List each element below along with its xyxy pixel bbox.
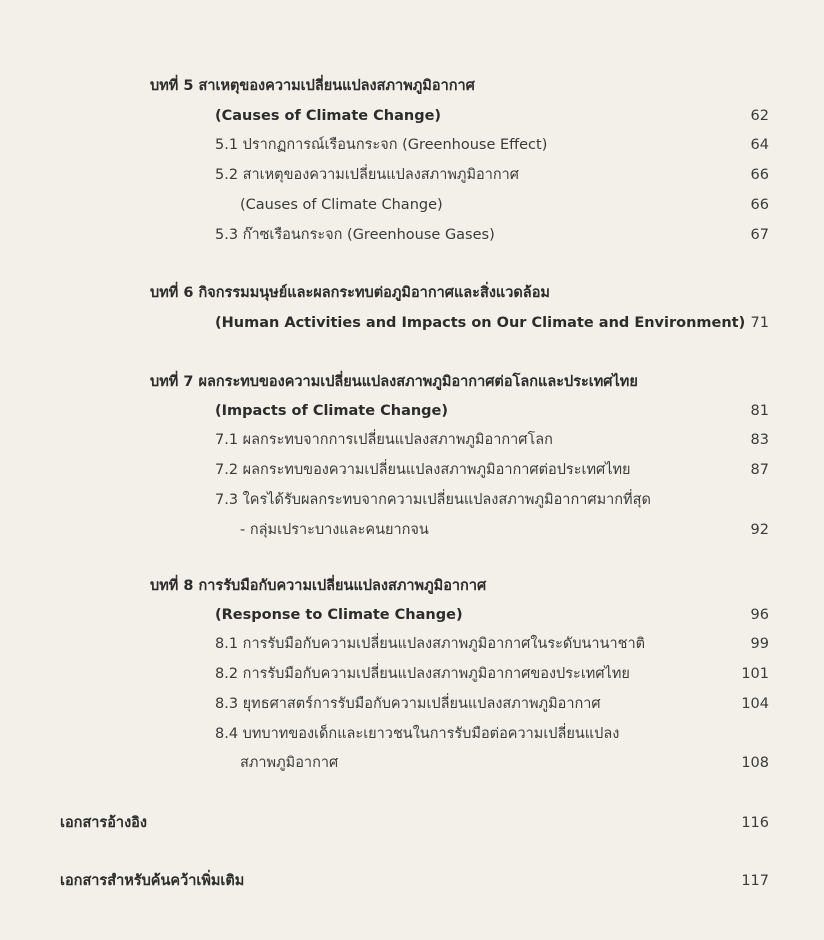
toc-entry-5-3: 5.3 ก๊าซเรือนกระจก (Greenhouse Gases) — [215, 227, 495, 243]
toc-entry-8-2-page: 101 — [741, 666, 769, 682]
toc-entry-7-1: 7.1 ผลกระทบจากการเปลี่ยนแปลงสภาพภูมิอากาศโลก — [215, 432, 553, 448]
further-reading-page: 117 — [741, 873, 769, 889]
toc-entry-7-2: 7.2 ผลกระทบของความเปลี่ยนแปลงสภาพภูมิอากาศต่อประเทศไทย — [215, 462, 631, 478]
toc-entry-5-1: 5.1 ปรากฏการณ์เรือนกระจก (Greenhouse Effect) — [215, 137, 548, 153]
toc-entry-5-1-page: 64 — [750, 137, 769, 153]
toc-entry-8-2: 8.2 การรับมือกับความเปลี่ยนแปลงสภาพภูมิอากาศของประเทศไทย — [215, 666, 630, 682]
toc-entry-7-1-page: 83 — [750, 432, 769, 448]
toc-entry-7-3: 7.3 ใครได้รับผลกระทบจากความเปลี่ยนแปลงสภาพภูมิอากาศมากที่สุด — [215, 492, 651, 508]
toc-entry-7-3-cont: - กลุ่มเปราะบางและคนยากจน — [240, 522, 429, 538]
chapter-6-page: 71 — [750, 315, 769, 331]
chapter-5-subtitle: (Causes of Climate Change) — [215, 108, 442, 124]
chapter-5-page: 62 — [750, 108, 769, 124]
toc-entry-8-1: 8.1 การรับมือกับความเปลี่ยนแปลงสภาพภูมิอากาศในระดับนานาชาติ — [215, 636, 646, 652]
toc-entry-7-3-page: 92 — [750, 522, 769, 538]
toc-entry-8-3: 8.3 ยุทธศาสตร์การรับมือกับความเปลี่ยนแปลงสภาพภูมิอากาศ — [215, 696, 601, 712]
chapter-8-page: 96 — [750, 607, 769, 623]
chapter-8-subtitle: (Response to Climate Change) — [215, 607, 463, 623]
references-heading: เอกสารอ้างอิง — [60, 815, 147, 831]
toc-entry-8-4: 8.4 บทบาทของเด็กและเยาวชนในการรับมือต่อความเปลี่ยนแปลง — [215, 726, 620, 742]
toc-entry-5-3-page: 67 — [750, 227, 769, 243]
toc-entry-7-2-page: 87 — [750, 462, 769, 478]
toc-entry-5-2-page: 66 — [750, 167, 769, 183]
toc-entry-8-4-cont: สภาพภูมิอากาศ — [240, 755, 339, 771]
chapter-6-heading: บทที่ 6 กิจกรรมมนุษย์และผลกระทบต่อภูมิอากาศและสิ่งแวดล้อม — [150, 285, 550, 301]
references-page: 116 — [741, 815, 769, 831]
toc-entry-5-2: 5.2 สาเหตุของความเปลี่ยนแปลงสภาพภูมิอากาศ — [215, 167, 520, 183]
further-reading-heading: เอกสารสำหรับค้นคว้าเพิ่มเติม — [60, 873, 245, 889]
toc-entry-5-2-cont: (Causes of Climate Change) — [240, 197, 443, 213]
chapter-7-heading: บทที่ 7 ผลกระทบของความเปลี่ยนแปลงสภาพภูมิอากาศต่อโลกและประเทศไทย — [150, 374, 638, 390]
chapter-5-heading: บทที่ 5 สาเหตุของความเปลี่ยนแปลงสภาพภูมิอากาศ — [150, 78, 475, 94]
toc-entry-8-1-page: 99 — [750, 636, 769, 652]
chapter-8-heading: บทที่ 8 การรับมือกับความเปลี่ยนแปลงสภาพภูมิอากาศ — [150, 578, 487, 594]
toc-entry-5-2-cont-page: 66 — [750, 197, 769, 213]
chapter-7-page: 81 — [750, 403, 769, 419]
chapter-6-subtitle: (Human Activities and Impacts on Our Climate and Environment) — [215, 315, 746, 331]
toc-entry-8-4-page: 108 — [741, 755, 769, 771]
chapter-7-subtitle: (Impacts of Climate Change) — [215, 403, 449, 419]
toc-entry-8-3-page: 104 — [741, 696, 769, 712]
